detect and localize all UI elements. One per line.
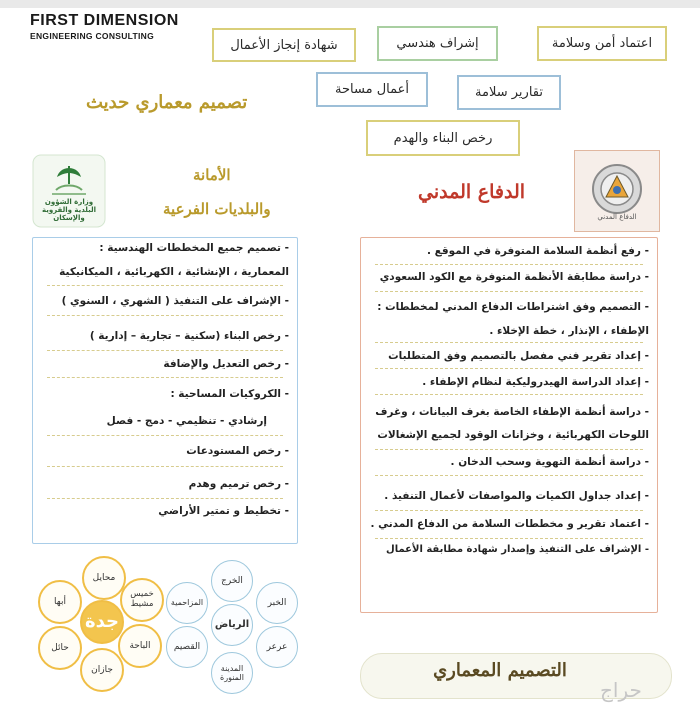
divider: [375, 264, 643, 265]
company-logo: [30, 12, 200, 41]
list-item: - رفع أنظمة السلامة المتوفرة في الموقع .: [426, 245, 649, 257]
list-item: - إعداد تقرير فني مفصل بالتصميم وفق المتطلبات: [388, 350, 649, 362]
city-khamis-mushait: خميس مشيط: [120, 578, 164, 622]
city-abha: أبها: [38, 580, 82, 624]
list-item: - دراسة أنظمة الإطفاء الخاصة بغرف البيانات ، وغرف: [375, 406, 649, 418]
divider: [47, 315, 283, 316]
architectural-design-title: التصميم المعماري: [433, 660, 567, 681]
list-item: - تصميم جميع المخططات الهندسية :: [99, 242, 289, 254]
list-item: - دراسة أنظمة التهوية وسحب الدخان .: [450, 456, 649, 468]
divider: [375, 394, 643, 395]
city-al-kharj: الخرج: [211, 560, 253, 602]
divider: [375, 538, 643, 539]
list-item: المعمارية ، الإنشائية ، الكهربائية ، الميكانيكية: [59, 266, 289, 278]
chip-engineering-supervision: إشراف هندسي: [377, 26, 498, 61]
city-madinah: المدينة المنورة: [211, 652, 253, 694]
municipality-title-line1: الأمانة: [193, 166, 231, 184]
city-al-baha: الباحة: [118, 624, 162, 668]
chip-completion-certificate: شهادة إنجاز الأعمال: [212, 28, 356, 62]
list-item: - تخطيط و تمتير الأراضي: [158, 505, 289, 517]
list-item: اللوحات الكهربائية ، وخزانات الوقود لجميع الإشغالات: [377, 429, 649, 441]
civil-defense-emblem-label: الدفاع المدني: [597, 213, 637, 221]
city-riyadh: الرياض: [211, 604, 253, 646]
list-item: - اعتماد تقرير و مخططات السلامة من الدفاع المدني .: [370, 518, 649, 530]
list-item: الإطفاء ، الإنذار ، خطة الإخلاء .: [489, 325, 649, 337]
divider: [47, 350, 283, 351]
list-item: - رخص التعديل والإضافة: [163, 358, 289, 370]
company-tagline: ENGINEERING CONSULTING: [30, 31, 155, 41]
city-mahayel: محايل: [82, 556, 126, 600]
municipality-title-line2: والبلديات الفرعية: [163, 200, 271, 218]
divider: [47, 498, 283, 499]
city-al-muzahimiyah: المزاحمية: [166, 582, 208, 624]
list-item: - دراسة مطابقة الأنظمة المتوفرة مع الكود السعودي: [379, 271, 649, 283]
list-item: - رخص البناء (سكنية – تجارية – إدارية ): [89, 330, 289, 342]
divider: [375, 449, 643, 450]
divider: [375, 291, 643, 292]
list-item: - رخص المستودعات: [186, 445, 289, 457]
divider: [375, 368, 643, 369]
list-item: - إعداد جداول الكميات والمواصفات لأعمال التنفيذ .: [384, 490, 649, 502]
divider: [47, 377, 283, 378]
chip-safety-reports: تقارير سلامة: [457, 75, 561, 110]
municipality-emblem-label: وزارة الشؤون البلدية والقروية والإسكان: [41, 198, 97, 223]
divider: [375, 510, 643, 511]
top-strip: [0, 0, 700, 8]
city-al-khobar: الخبر: [256, 582, 298, 624]
list-item: - الكروكيات المساحية :: [170, 388, 289, 400]
divider: [47, 285, 283, 286]
civil-defense-services-panel: [360, 237, 658, 613]
list-item: - الإشراف على التنفيذ ( الشهري ، السنوي ): [61, 295, 289, 307]
city-jazan: جازان: [80, 648, 124, 692]
list-item: - التصميم وفق اشتراطات الدفاع المدني لمخططات :: [377, 301, 649, 313]
city-jeddah: جدة: [80, 600, 124, 644]
modern-architectural-design-headline: تصميم معماري حديث: [86, 92, 248, 113]
list-item: إرشادي - تنظيمي - دمج - فصل: [106, 415, 267, 427]
civil-defense-title: الدفاع المدني: [418, 181, 526, 203]
city-arar: عرعر: [256, 626, 298, 668]
watermark: حراج: [600, 678, 642, 702]
municipality-emblem: [32, 154, 106, 228]
city-al-qassim: القصيم: [166, 626, 208, 668]
municipality-services-panel: [32, 237, 298, 544]
list-item: - إعداد الدراسة الهيدروليكية لنظام الإطفاء .: [422, 376, 649, 388]
chip-safety-approval: اعتماد أمن وسلامة: [537, 26, 667, 61]
chip-building-demolition-permits: رخص البناء والهدم: [366, 120, 520, 156]
divider: [375, 342, 643, 343]
city-hail: حائل: [38, 626, 82, 670]
divider: [375, 475, 643, 476]
divider: [47, 466, 283, 467]
list-item: - رخص ترميم وهدم: [188, 478, 289, 490]
company-name: FIRST DIMENSION: [30, 12, 179, 29]
list-item: - الإشراف على التنفيذ وإصدار شهادة مطابقة الأعمال: [386, 544, 649, 555]
divider: [47, 435, 283, 436]
civil-defense-emblem: [574, 150, 660, 232]
chip-surveying-works: أعمال مساحة: [316, 72, 428, 107]
